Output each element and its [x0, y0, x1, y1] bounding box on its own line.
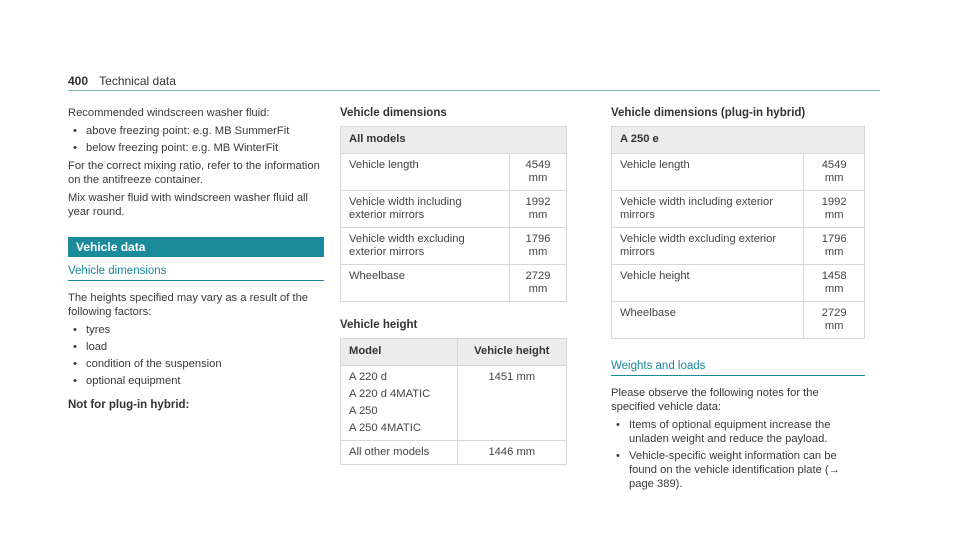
- height-factors-list: [68, 323, 324, 388]
- hybrid-dimensions-table: [611, 126, 865, 339]
- list-item: • load: [68, 340, 324, 354]
- table-cell-value: 4549 mm: [804, 154, 865, 191]
- model-name: A 220 d: [349, 371, 387, 383]
- model-name: A 250: [349, 405, 378, 417]
- vehicle-data-bar: Vehicle data: [68, 237, 324, 257]
- column-hybrid-dimensions: [611, 106, 865, 495]
- plug-in-hybrid-note: Not for plug-in hybrid:: [68, 399, 190, 411]
- table-header: A 250 e: [612, 127, 865, 154]
- table-row: [612, 302, 865, 339]
- weights-and-loads-link[interactable]: Weights and loads: [611, 359, 865, 376]
- table-cell-value: 2729 mm: [509, 265, 566, 302]
- list-item: • above freezing point: e.g. MB SummerFit: [68, 124, 324, 138]
- table-row: [612, 265, 865, 302]
- column-dimensions: [340, 106, 567, 465]
- hybrid-dimensions-heading: Vehicle dimensions (plug-in hybrid): [611, 107, 806, 119]
- height-table: [340, 338, 567, 465]
- table-row: [612, 228, 865, 265]
- page-number: 400: [68, 74, 89, 88]
- weights-list: [611, 418, 865, 491]
- table-cell-label: All other models: [341, 441, 458, 465]
- mix-note: Mix washer fluid with windscreen washer fluid all year round.: [68, 192, 309, 218]
- table-header: All models: [341, 127, 567, 154]
- list-item: • tyres: [68, 323, 324, 337]
- list-item: • Items of optional equipment increase the unladen weight and reduce the payload.: [611, 418, 865, 446]
- table-cell-value: 2729 mm: [804, 302, 865, 339]
- column-washer-fluid: [68, 106, 324, 418]
- table-cell-label: Vehicle height: [612, 265, 804, 302]
- table-cell-value: 1451 mm: [457, 366, 566, 441]
- table-cell-value: 1796 mm: [509, 228, 566, 265]
- page-header: [68, 74, 176, 88]
- header-divider: [68, 90, 880, 91]
- table-cell-label: Vehicle length: [612, 154, 804, 191]
- table-header-model: Model: [341, 339, 458, 366]
- model-name: A 250 4MATIC: [349, 422, 421, 434]
- table-cell-value: 1446 mm: [457, 441, 566, 465]
- dimensions-heading: Vehicle dimensions: [340, 107, 447, 119]
- vehicle-dimensions-link[interactable]: Vehicle dimensions: [68, 264, 324, 281]
- table-row: [612, 191, 865, 228]
- weights-intro: Please observe the following notes for the specified vehicle data:: [611, 387, 819, 413]
- table-cell-label: Vehicle width excluding exterior mirrors: [341, 228, 510, 265]
- washer-fluid-intro: Recommended windscreen washer fluid:: [68, 107, 270, 119]
- table-row: [341, 441, 567, 465]
- table-cell-value: 1992 mm: [509, 191, 566, 228]
- list-item: • condition of the suspension: [68, 357, 324, 371]
- table-row: [341, 228, 567, 265]
- table-header-height: Vehicle height: [457, 339, 566, 366]
- model-name: A 220 d 4MATIC: [349, 388, 431, 400]
- height-heading: Vehicle height: [340, 319, 418, 331]
- table-cell-value: 1458 mm: [804, 265, 865, 302]
- table-row: [341, 191, 567, 228]
- heights-intro: The heights specified may vary as a result of the following factors:: [68, 292, 309, 318]
- table-row: [341, 366, 567, 441]
- table-cell-label: Vehicle width including exterior mirrors: [341, 191, 510, 228]
- washer-fluid-list: [68, 124, 324, 155]
- table-row: [612, 154, 865, 191]
- table-row: [341, 265, 567, 302]
- table-cell-label: Vehicle length: [341, 154, 510, 191]
- table-cell-value: 1796 mm: [804, 228, 865, 265]
- list-item: • optional equipment: [68, 374, 324, 388]
- section-title: Technical data: [99, 74, 176, 88]
- model-list-cell: [341, 366, 458, 441]
- table-cell-label: Wheelbase: [612, 302, 804, 339]
- table-cell-label: Vehicle width including exterior mirrors: [612, 191, 804, 228]
- mixing-ratio-note: For the correct mixing ratio, refer to the information on the antifreeze container.: [68, 160, 320, 186]
- dimensions-table: [340, 126, 567, 302]
- table-cell-value: 4549 mm: [509, 154, 566, 191]
- list-item[interactable]: • Vehicle-specific weight information can be found on the vehicle identification plate (→ page 389).: [611, 449, 865, 491]
- table-row: [341, 154, 567, 191]
- list-item: • below freezing point: e.g. MB WinterFit: [68, 141, 324, 155]
- table-cell-value: 1992 mm: [804, 191, 865, 228]
- table-cell-label: Vehicle width excluding exterior mirrors: [612, 228, 804, 265]
- table-cell-label: Wheelbase: [341, 265, 510, 302]
